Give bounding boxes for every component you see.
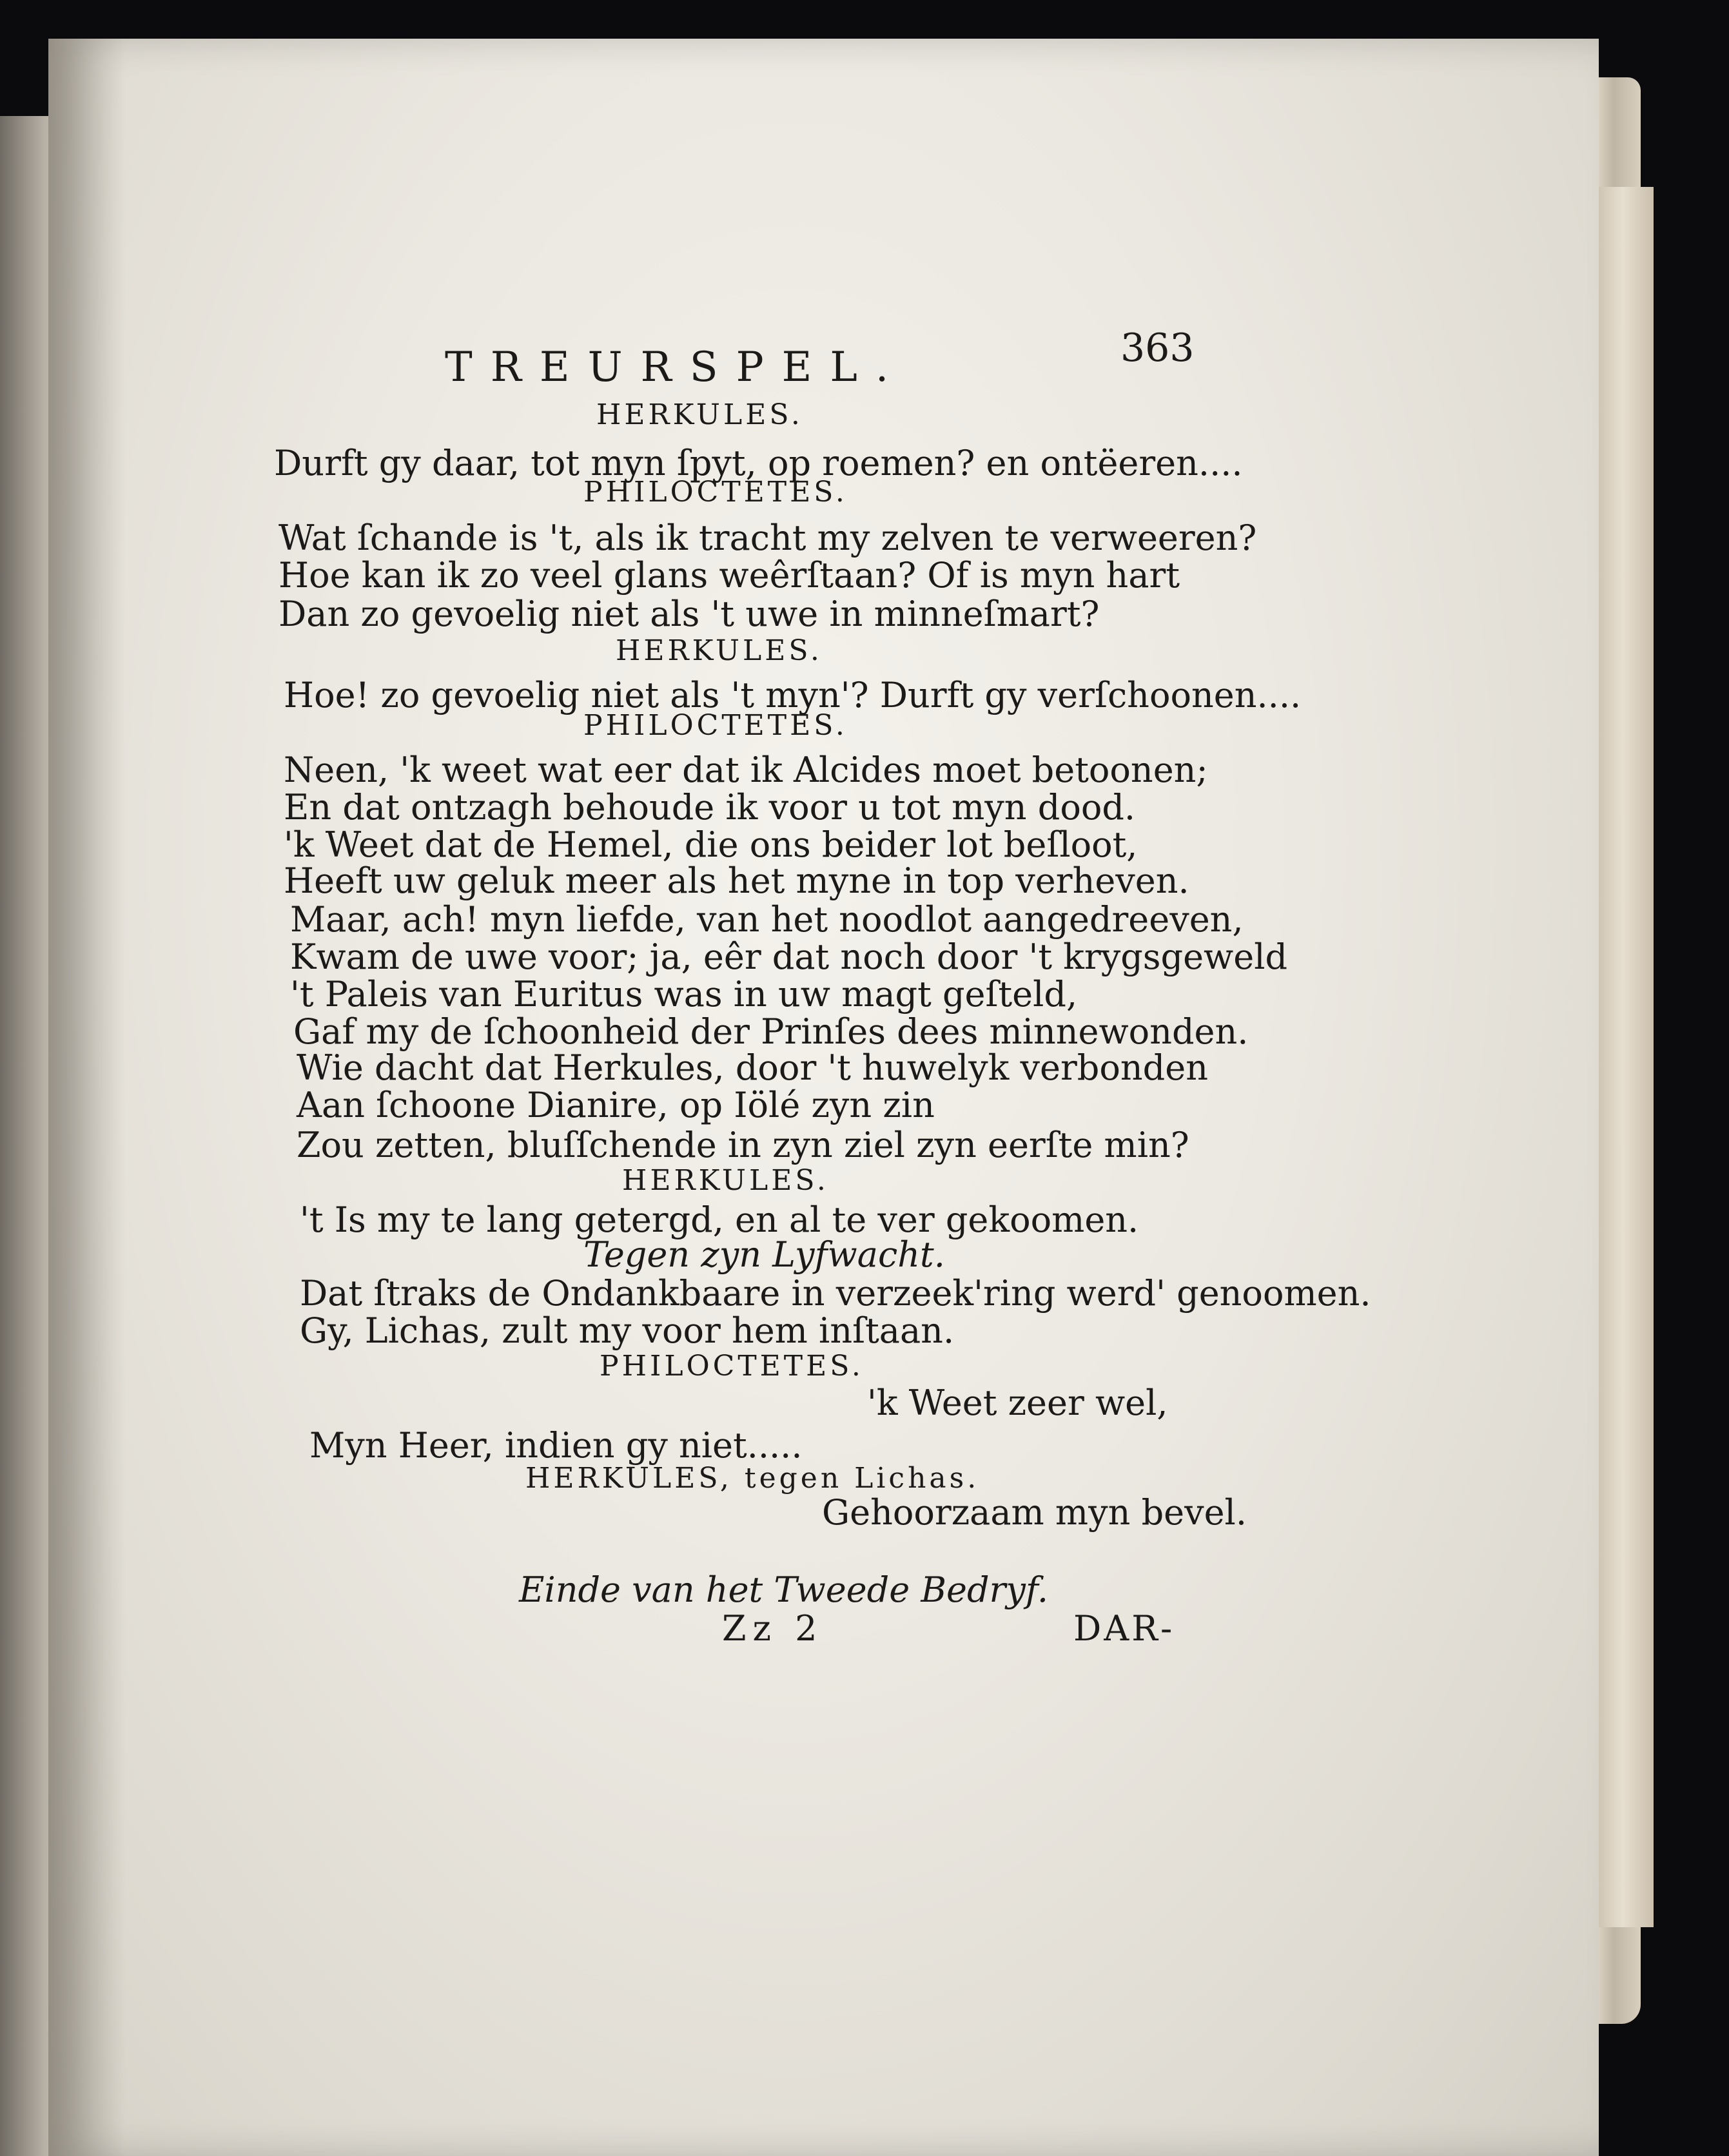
- verse-line: Durft gy daar, tot myn ſpyt, op roemen? en ontëeren....: [274, 443, 1243, 483]
- verse-line: Wat ſchande is 't, als ik tracht my zelven te verweeren?: [278, 518, 1257, 558]
- verse-line: 'k Weet dat de Hemel, die ons beider lot beſloot,: [284, 824, 1138, 865]
- speaker-herkules-direction: HERKULES, tegen Lichas.: [525, 1462, 980, 1495]
- stage-direction: Tegen zyn Lyfwacht.: [583, 1234, 945, 1275]
- verse-line: Hoe! zo gevoelig niet als 't myn'? Durft gy verſchoonen....: [284, 675, 1302, 715]
- page-stack-edge-inner: [1592, 187, 1654, 1927]
- page-number: 363: [1120, 325, 1195, 371]
- speaker-philoctetes: PHILOCTETES.: [600, 1350, 864, 1383]
- speaker-philoctetes: PHILOCTETES.: [583, 476, 848, 509]
- verse-line: Neen, 'k weet wat eer dat ik Alcides moet betoonen;: [284, 750, 1208, 790]
- verse-line: 't Paleis van Euritus was in uw magt geſteld,: [290, 974, 1078, 1015]
- verse-line: Dan zo gevoelig niet als 't uwe in minneſmart?: [278, 594, 1100, 634]
- verse-line: Kwam de uwe voor; ja, eêr dat noch door 't krygsgeweld: [290, 937, 1288, 977]
- speaker-herkules: HERKULES.: [596, 398, 803, 431]
- verse-line: Maar, ach! myn liefde, van het noodlot aangedreeven,: [290, 899, 1244, 940]
- running-title: TREURSPEL.: [445, 344, 907, 391]
- verse-line: Heeft uw geluk meer als het myne in top verheven.: [284, 860, 1189, 901]
- speaker-philoctetes: PHILOCTETES.: [583, 709, 848, 742]
- speaker-herkules: HERKULES.: [622, 1164, 829, 1197]
- verse-line: En dat ontzagh behoude ik voor u tot myn dood.: [284, 787, 1136, 828]
- verse-line: Gehoorzaam myn bevel.: [822, 1492, 1247, 1533]
- page-gutter-shadow: [48, 39, 126, 2156]
- catchword: DAR-: [1073, 1608, 1175, 1649]
- verse-line: Myn Heer, indien gy niet.....: [309, 1425, 803, 1466]
- verse-line: Dat ſtraks de Ondankbaare in verzeek'ring werd' genoomen.: [300, 1273, 1371, 1314]
- verse-line: Zou zetten, bluſſchende in zyn ziel zyn eerſte min?: [297, 1125, 1189, 1165]
- verse-line: Hoe kan ik zo veel glans weêrſtaan? Of is myn hart: [278, 555, 1180, 596]
- signature-mark: Zz 2: [722, 1608, 824, 1649]
- verse-line: 'k Weet zeer wel,: [867, 1383, 1168, 1423]
- verse-line: Gy, Lichas, zult my voor hem inſtaan.: [300, 1310, 955, 1351]
- verse-line: Aan ſchoone Dianire, op Iölé zyn zin: [297, 1085, 935, 1125]
- verse-line: Wie dacht dat Herkules, door 't huwelyk verbonden: [297, 1047, 1208, 1088]
- verse-line: 't Is my te lang getergd, en al te ver gekoomen.: [300, 1199, 1139, 1240]
- speaker-herkules: HERKULES.: [616, 634, 823, 667]
- act-end: Einde van het Tweede Bedryf.: [519, 1569, 1049, 1610]
- verse-line: Gaf my de ſchoonheid der Prinſes dees minnewonden.: [293, 1011, 1249, 1052]
